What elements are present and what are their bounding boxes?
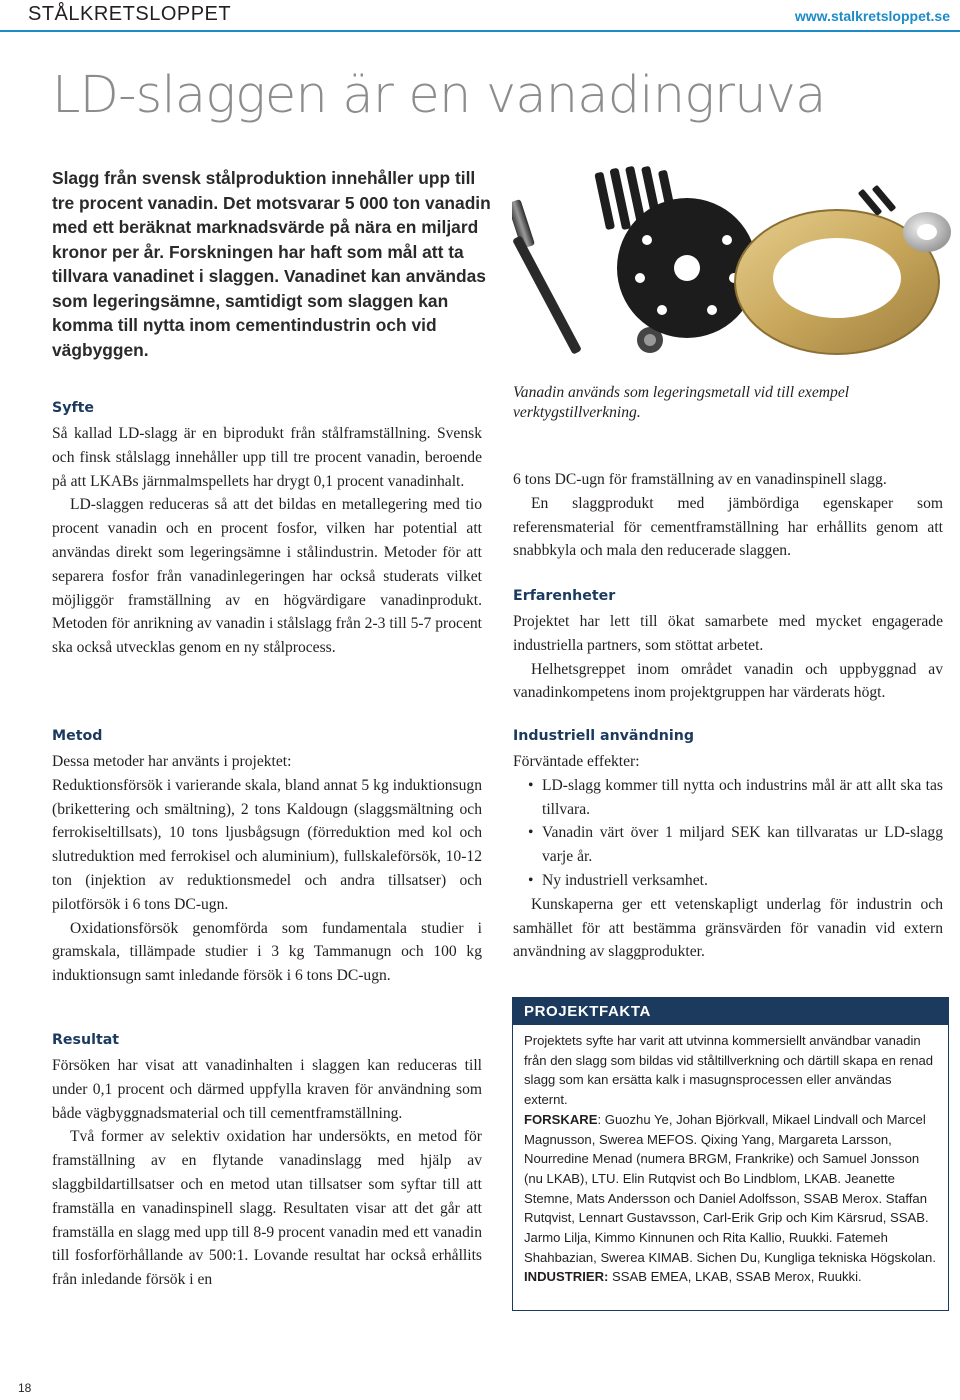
- researchers-label: FORSKARE: [524, 1111, 598, 1127]
- article-title: LD-slaggen är en vanadingruva: [52, 66, 826, 125]
- list-item-text: LD-slagg kommer till nytta och industrins mål är att allt ska tas tillvara.: [542, 776, 943, 818]
- paragraph: Så kallad LD-slagg är en biprodukt från stålframställning. Svensk och finsk stålslagg innehåller upp till tre procent vanadin, beroende på att LKABs järnmalmspellets har drygt 0,1 procent vanadinhalt.: [52, 425, 482, 490]
- paragraph: Kunskaperna ger ett vetenskapligt underlag för industrin och samhället för att bestämma gränsvärden för vanadin vid extern användning av slaggprodukter.: [513, 895, 943, 961]
- photo-caption: Vanadin används som legeringsmetall vid till exempel verktygstillverkning.: [513, 384, 850, 421]
- project-facts-box: [512, 997, 949, 1311]
- website-link[interactable]: www.stalkretsloppet.se: [794, 8, 950, 24]
- list-item-text: Vanadin värt över 1 miljard SEK kan tillvaratas ur LD-slagg varje år.: [542, 824, 943, 866]
- researchers-list: : Guozhu Ye, Johan Björkvall, Mikael Lindvall och Marcel Magnusson, Swerea MEFOS. Qixing Yang, Margareta Larsson, Nourredine Menad (numera BRGM, Frankrike) och Samuel Jonsson (nu LKAB), LTU. Elin Rutqvist och Bo Lindblom, LKAB. Jeanette Stemne, Mats Andersson och Daniel Adolfsson, SSAB Merox. Staffan Rutqvist, Lennart Gustavsson, Carl-Erik Grip och Kim Kärsrud, SSAB. Jarmo Lilja, Kimmo Kinnunen och Rita Kallio, Ruukki. Fatemeh Shahbazian, Swerea KIMAB. Sichen Du, Kungliga tekniska Högskolan.: [524, 1111, 936, 1265]
- effects-list: [513, 774, 943, 893]
- paragraph: Två former av selektiv oxidation har undersökts, en metod för framställning av en flytande vanadinslagg med hjälp av slaggbildartillsatser och en metod utan tillsatser som syftar till att framställa en vanadinspinell slagg. Resultaten visar att det går att framställa en slagg med upp till 8-9 procent vanadin med ett vanadin till fosforförhållande av 500:1. Lovande resultat har också erhållits från inledande försök i en: [52, 1128, 482, 1289]
- section-industriell-anvandning: [513, 726, 943, 964]
- project-facts-heading: PROJEKTFAKTA: [513, 998, 948, 1025]
- list-item-text: Ny industriell verksamhet.: [542, 871, 708, 889]
- list-item: [513, 821, 943, 869]
- bullet: •: [528, 871, 534, 889]
- section-erfarenheter: [513, 586, 943, 705]
- bullet: •: [528, 824, 534, 842]
- bullet: •: [528, 776, 534, 794]
- section-heading-syfte: Syfte: [52, 400, 95, 416]
- paragraph: Dessa metoder har använts i projektet:: [52, 753, 292, 770]
- section-heading-industriell: Industriell användning: [513, 728, 694, 744]
- paragraph: Helhetsgreppet inom området vanadin och uppbyggnad av vanadinkompetens inom projektgruppen har värderats högt.: [513, 660, 943, 702]
- section-resultat: [52, 1030, 482, 1292]
- paragraph: LD-slaggen reduceras så att det bildas en metallegering med tio procent vanadin och en procent fosfor, vilken har potential att användas direkt som legeringsämne i stålindustrin. Metoder för att separera fosfor från vanadinlegeringen har också studerats vilket möjliggör framställning av en högvärdigare vanadinprodukt. Metoden för anrikning av vanadin i stålslagg från 2-3 till 5-7 procent ska också utvecklas genom en ny stålprocess.: [52, 496, 483, 657]
- project-facts-industries: [524, 1267, 936, 1287]
- section-metod: [52, 726, 482, 988]
- paragraph: Försöken har visat att vanadinhalten i slaggen kan reduceras till under 0,1 procent och därmed uppfylla kraven för användning som både vägbyggnadsmaterial och till cementframställning.: [52, 1057, 482, 1122]
- project-facts-body: [513, 1025, 948, 1287]
- paragraph: Oxidationsförsök genomförda som fundamentala studier i gramskala, tillämpade studier i 3 kg Tammanugn och 100 kg induktionsugn samt inledande försök i 6 tons DC-ugn.: [52, 919, 482, 985]
- page-number: 18: [18, 1381, 32, 1395]
- section-continuation: [513, 468, 943, 563]
- project-facts-intro: Projektets syfte har varit att utvinna kommersiellt användbar vanadin från den slagg som bildas vid ståltillverkning och därtill skapa en renad slagg som kan ersätta kalk i masugnsprocessen eller användas externt.: [524, 1033, 934, 1108]
- industries-label: INDUSTRIER:: [524, 1269, 609, 1285]
- list-item: [513, 774, 943, 822]
- section-heading-metod: Metod: [52, 728, 103, 744]
- paragraph: 6 tons DC-ugn för framställning av en vanadinspinell slagg.: [513, 471, 887, 488]
- list-item: [513, 869, 943, 893]
- section-heading-erfarenheter: Erfarenheter: [513, 588, 616, 604]
- industries-list: SSAB EMEA, LKAB, SSAB Merox, Ruukki.: [608, 1269, 862, 1285]
- tool-set-illustration: [512, 160, 952, 378]
- section-heading-resultat: Resultat: [52, 1032, 120, 1048]
- vanadium-tool-set-photo: [512, 160, 952, 378]
- paragraph: Förväntade effekter:: [513, 753, 640, 770]
- paragraph: En slaggprodukt med jämbördiga egenskaper som referensmaterial för cementframställning har erhållits genom att snabbkyla och mala den reducerade slaggen.: [513, 494, 943, 560]
- masthead: [0, 0, 960, 30]
- paragraph: Reduktionsförsök i varierande skala, bland annat 5 kg induktionsugn (brikettering och smältning), 2 tons Kaldougn (slaggsmältning och ferrokiseltillsats), 10 tons ljusbågsugn (förreduktion med kol och slutreduktion med ferrokisel och aluminium), fullskaleförsök, 10-12 ton (injektion av reduktionsmedel och andra tillsatser) och pilotförsök i 6 tons DC-ugn.: [52, 776, 482, 913]
- publication-brand: STÅLKRETSLOPPET: [28, 3, 232, 25]
- section-syfte: [52, 398, 482, 660]
- paragraph: Projektet har lett till ökat samarbete med mycket engagerade industriella partners, som stöttat arbetet.: [513, 613, 943, 654]
- article-lead: Slagg från svensk stålproduktion innehåller upp till tre procent vanadin. Det motsvarar 5 000 ton vanadin med ett beräknat marknadsvärde på nära en miljard kronor per år. Forskningen har haft som mål att ta tillvara vanadinet i slaggen. Vanadinet kan användas som legeringsämne, samtidigt som slaggen kan komma till nytta inom cementindustrin och vid vägbyggen.: [52, 168, 491, 360]
- project-facts-researchers: [524, 1110, 936, 1268]
- header-divider: [0, 30, 960, 32]
